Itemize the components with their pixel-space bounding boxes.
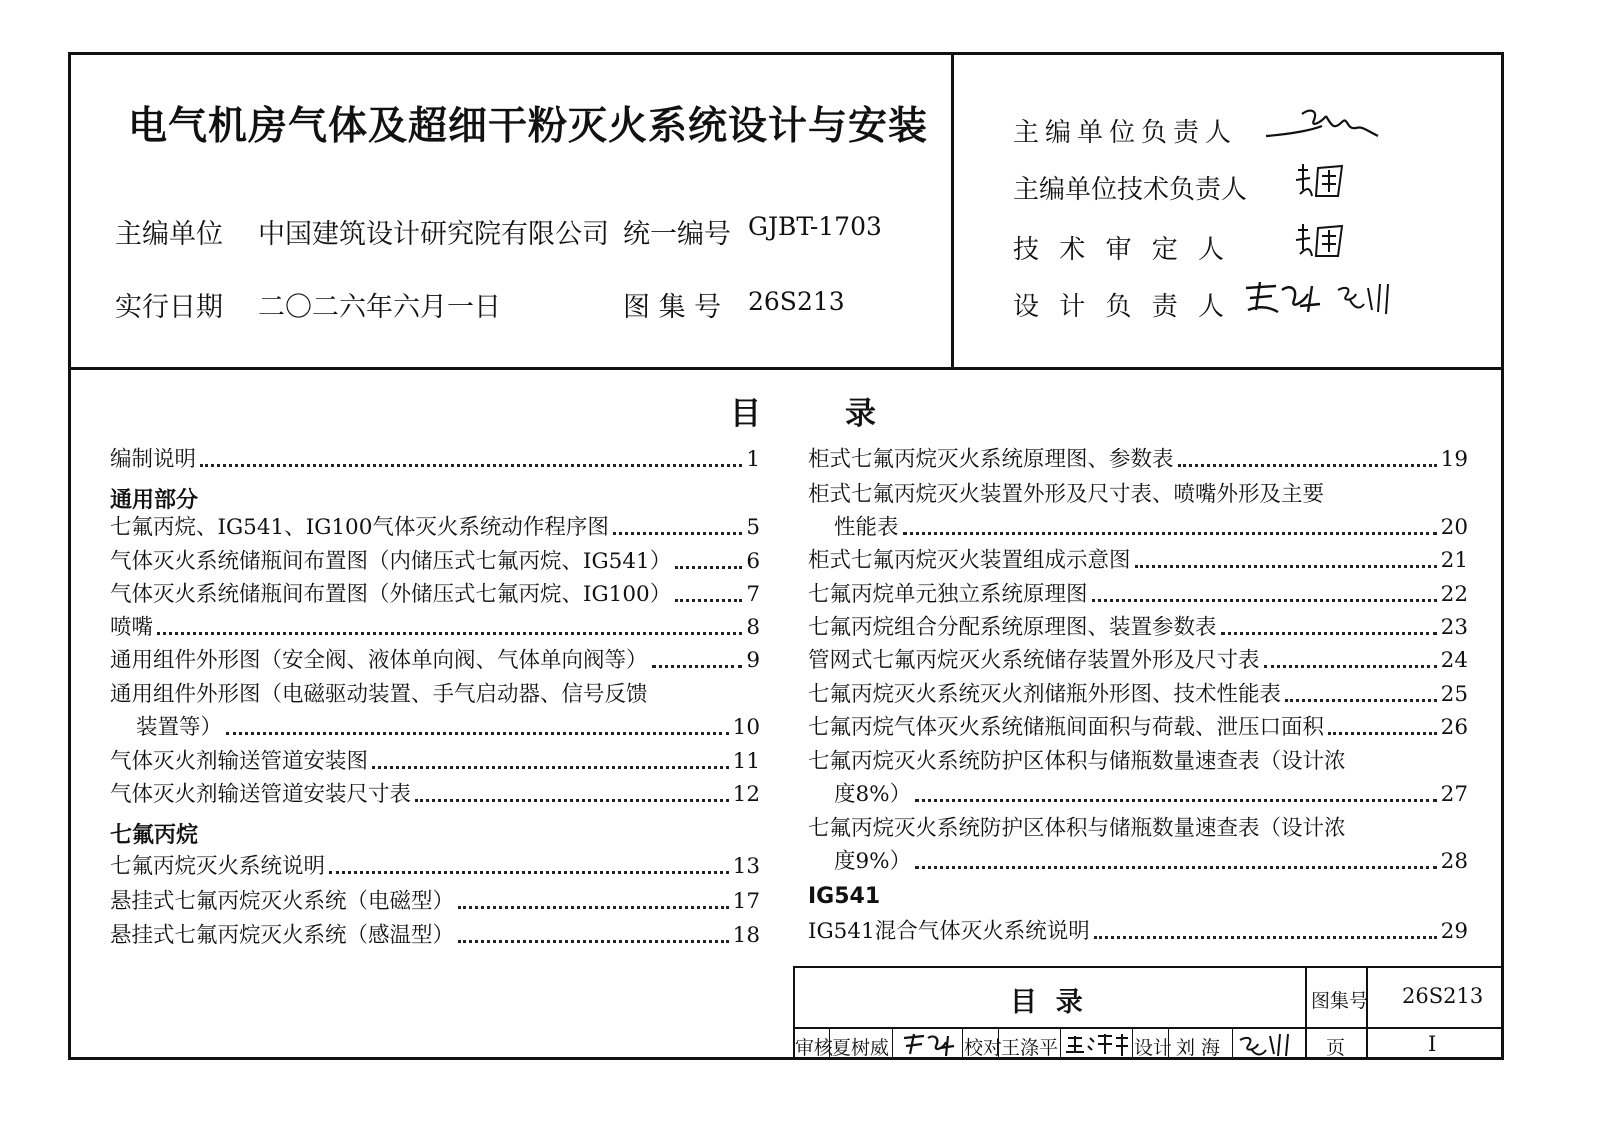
toc-entry-title: 气体灭火系统储瓶间布置图（外储压式七氟丙烷、IG100） <box>110 582 672 607</box>
page-label: 页 <box>1326 1037 1346 1059</box>
design-head-label: 设 计 负 责 人 <box>1013 292 1231 322</box>
check-name: 王涤平 <box>1001 1037 1059 1059</box>
title-block-row-divider <box>793 1027 1504 1029</box>
toc-entry[interactable] <box>808 614 1468 642</box>
toc-entry-title-line: 柜式七氟丙烷灭火装置外形及尺寸表、喷嘴外形及主要 <box>808 482 1325 507</box>
tb-div-h <box>1232 1027 1233 1060</box>
toc-leader-dots <box>1285 699 1437 702</box>
toc-entry-title: 柜式七氟丙烷灭火系统原理图、参数表 <box>808 447 1174 472</box>
title-block-col-divider-1 <box>1305 966 1307 1060</box>
tb-div-c <box>962 1027 963 1060</box>
toc-leader-dots <box>458 906 729 909</box>
toc-leader-dots <box>1178 464 1437 467</box>
atlas-no-label: 图 集 号 <box>623 292 722 323</box>
toc-leader-dots <box>329 871 729 874</box>
toc-entry[interactable] <box>110 748 760 776</box>
toc-entry-title-line: 七氟丙烷灭火系统防护区体积与储瓶数量速查表（设计浓 <box>808 749 1346 774</box>
unified-no-value: GJBT-1703 <box>748 212 882 241</box>
toc-leader-dots <box>157 632 742 635</box>
toc-entry[interactable] <box>110 647 760 675</box>
toc-entry-page: 7 <box>746 582 760 607</box>
review-name: 夏树威 <box>832 1037 890 1059</box>
toc-section-heading: IG541 <box>808 884 881 909</box>
toc-entry-page: 29 <box>1440 919 1468 944</box>
toc-entry-title: 悬挂式七氟丙烷灭火系统（电磁型） <box>110 889 455 914</box>
toc-leader-dots <box>903 532 1437 535</box>
toc-entry-title-line: 通用组件外形图（电磁驱动装置、手气启动器、信号反馈 <box>110 682 648 707</box>
tech-head-signature <box>1292 160 1352 202</box>
toc-entry-title: 喷嘴 <box>110 615 154 640</box>
check-label: 校对 <box>964 1037 1003 1059</box>
toc-heading <box>730 388 876 433</box>
toc-leader-dots <box>675 599 742 602</box>
title-block-name: 目 录 <box>1010 987 1083 1018</box>
toc-heading-char-2: 录 <box>845 396 876 432</box>
check-signature <box>1064 1030 1130 1058</box>
atlas-no-value: 26S213 <box>748 287 845 316</box>
toc-entry[interactable] <box>110 446 760 474</box>
toc-entry-page: 26 <box>1440 715 1468 740</box>
toc-entry-title: 七氟丙烷气体灭火系统储瓶间面积与荷载、泄压口面积 <box>808 715 1325 740</box>
page-title: 电气机房气体及超细干粉灭火系统设计与安装 <box>128 104 929 149</box>
chief-editor-label: 主编单位负责人 <box>1013 118 1238 148</box>
toc-entry-page: 22 <box>1440 582 1468 607</box>
toc-leader-dots <box>458 940 729 943</box>
toc-leader-dots <box>915 799 1437 802</box>
toc-entry-title: 通用组件外形图（安全阀、液体单向阀、气体单向阀等） <box>110 648 648 673</box>
toc-entry[interactable] <box>110 548 760 576</box>
header-divider <box>68 367 1504 370</box>
tb-div-e <box>1060 1027 1061 1060</box>
toc-entry[interactable] <box>110 514 760 542</box>
toc-entry-title: 柜式七氟丙烷灭火装置组成示意图 <box>808 548 1131 573</box>
toc-entry[interactable] <box>136 714 760 742</box>
toc-entry-title: 七氟丙烷组合分配系统原理图、装置参数表 <box>808 615 1217 640</box>
editor-value: 中国建筑设计研究院有限公司 <box>258 219 609 250</box>
toc-entry-title: 悬挂式七氟丙烷灭火系统（感温型） <box>110 923 455 948</box>
title-block-atlas-label: 图集号 <box>1311 990 1369 1012</box>
toc-entry-title: 性能表 <box>834 515 899 540</box>
toc-entry-page: 17 <box>732 889 760 914</box>
toc-entry[interactable] <box>110 853 760 881</box>
toc-entry[interactable] <box>808 918 1468 946</box>
toc-leader-dots <box>200 464 742 467</box>
header-vertical-divider <box>951 52 954 368</box>
toc-leader-dots <box>1092 599 1437 602</box>
toc-leader-dots <box>415 799 729 802</box>
toc-entry[interactable] <box>110 922 760 950</box>
toc-entry-page: 10 <box>732 715 760 740</box>
toc-entry-title-line: 七氟丙烷灭火系统防护区体积与储瓶数量速查表（设计浓 <box>808 816 1346 841</box>
tb-div-b <box>892 1027 893 1060</box>
toc-entry-title: 装置等） <box>136 715 223 740</box>
unified-no-label: 统一编号 <box>623 219 731 250</box>
toc-leader-dots <box>226 732 729 735</box>
editor-label: 主编单位 <box>115 219 223 250</box>
toc-entry-page: 18 <box>732 923 760 948</box>
toc-entry[interactable] <box>834 514 1468 542</box>
toc-entry-title: 度8%） <box>834 782 912 807</box>
toc-entry-page: 11 <box>732 749 760 774</box>
date-value: 二〇二六年六月一日 <box>258 292 501 323</box>
toc-entry-title: 编制说明 <box>110 447 197 472</box>
toc-entry-title: 七氟丙烷单元独立系统原理图 <box>808 582 1088 607</box>
tech-head-label: 主编单位技术负责人 <box>1013 175 1248 205</box>
toc-leader-dots <box>1221 632 1437 635</box>
toc-entry[interactable] <box>808 714 1468 742</box>
review-label: 审核 <box>795 1037 834 1059</box>
toc-leader-dots <box>613 532 742 535</box>
toc-entry[interactable] <box>808 681 1468 709</box>
toc-entry-page: 20 <box>1440 515 1468 540</box>
date-label: 实行日期 <box>115 292 223 323</box>
toc-entry[interactable] <box>110 781 760 809</box>
tech-approver-label: 技 术 审 定 人 <box>1013 235 1231 265</box>
toc-entry-page: 12 <box>732 782 760 807</box>
toc-entry-page: 13 <box>732 854 760 879</box>
chief-editor-signature <box>1262 100 1387 145</box>
design-label: 设计 <box>1134 1037 1173 1059</box>
toc-entry-title: IG541混合气体灭火系统说明 <box>808 919 1090 944</box>
toc-entry[interactable] <box>808 647 1468 675</box>
toc-entry-page: 24 <box>1440 648 1468 673</box>
toc-heading-char-1: 目 <box>730 396 761 432</box>
toc-leader-dots <box>1094 936 1437 939</box>
toc-entry-page: 8 <box>746 615 760 640</box>
toc-leader-dots <box>652 665 743 668</box>
toc-entry-page: 19 <box>1440 447 1468 472</box>
toc-leader-dots <box>1264 665 1437 668</box>
design-signature <box>1236 1030 1302 1058</box>
toc-entry[interactable] <box>110 581 760 609</box>
design-head-signature <box>1242 276 1407 320</box>
toc-entry[interactable] <box>808 547 1468 575</box>
toc-leader-dots <box>675 566 742 569</box>
toc-entry-page: 5 <box>746 515 760 540</box>
toc-entry[interactable] <box>110 888 760 916</box>
toc-entry-page: 9 <box>746 648 760 673</box>
toc-entry-page: 6 <box>746 549 760 574</box>
toc-entry-page: 23 <box>1440 615 1468 640</box>
toc-entry-page: 27 <box>1440 782 1468 807</box>
title-block-col-divider-2 <box>1366 966 1368 1060</box>
toc-entry[interactable] <box>808 581 1468 609</box>
toc-entry-title: 气体灭火系统储瓶间布置图（内储压式七氟丙烷、IG541） <box>110 549 672 574</box>
toc-entry[interactable] <box>808 446 1468 474</box>
toc-leader-dots <box>372 766 729 769</box>
title-block-atlas-value: 26S213 <box>1402 984 1484 1008</box>
design-name: 刘 海 <box>1176 1037 1221 1059</box>
toc-entry-page: 21 <box>1440 548 1468 573</box>
toc-leader-dots <box>1135 565 1437 568</box>
toc-entry-title: 管网式七氟丙烷灭火系统储存装置外形及尺寸表 <box>808 648 1260 673</box>
toc-leader-dots <box>915 866 1437 869</box>
page-value: I <box>1428 1032 1437 1056</box>
toc-section-heading: 通用部分 <box>110 488 199 513</box>
toc-entry-page: 28 <box>1440 849 1468 874</box>
tech-approver-signature <box>1292 220 1352 262</box>
tb-div-f <box>1132 1027 1133 1060</box>
review-signature <box>900 1030 958 1058</box>
toc-entry[interactable] <box>834 781 1468 809</box>
toc-entry-page: 1 <box>746 447 760 472</box>
toc-entry-title: 七氟丙烷、IG541、IG100气体灭火系统动作程序图 <box>110 515 609 540</box>
toc-entry-title: 气体灭火剂输送管道安装尺寸表 <box>110 782 412 807</box>
toc-entry-page: 25 <box>1440 682 1468 707</box>
toc-entry[interactable] <box>834 848 1468 876</box>
toc-section-heading: 七氟丙烷 <box>110 823 199 848</box>
toc-entry[interactable] <box>110 614 760 642</box>
toc-entry-title: 七氟丙烷灭火系统说明 <box>110 854 326 879</box>
toc-entry-title: 气体灭火剂输送管道安装图 <box>110 749 369 774</box>
toc-leader-dots <box>1328 732 1437 735</box>
toc-entry-title: 度9%） <box>834 849 912 874</box>
toc-entry-title: 七氟丙烷灭火系统灭火剂储瓶外形图、技术性能表 <box>808 682 1282 707</box>
